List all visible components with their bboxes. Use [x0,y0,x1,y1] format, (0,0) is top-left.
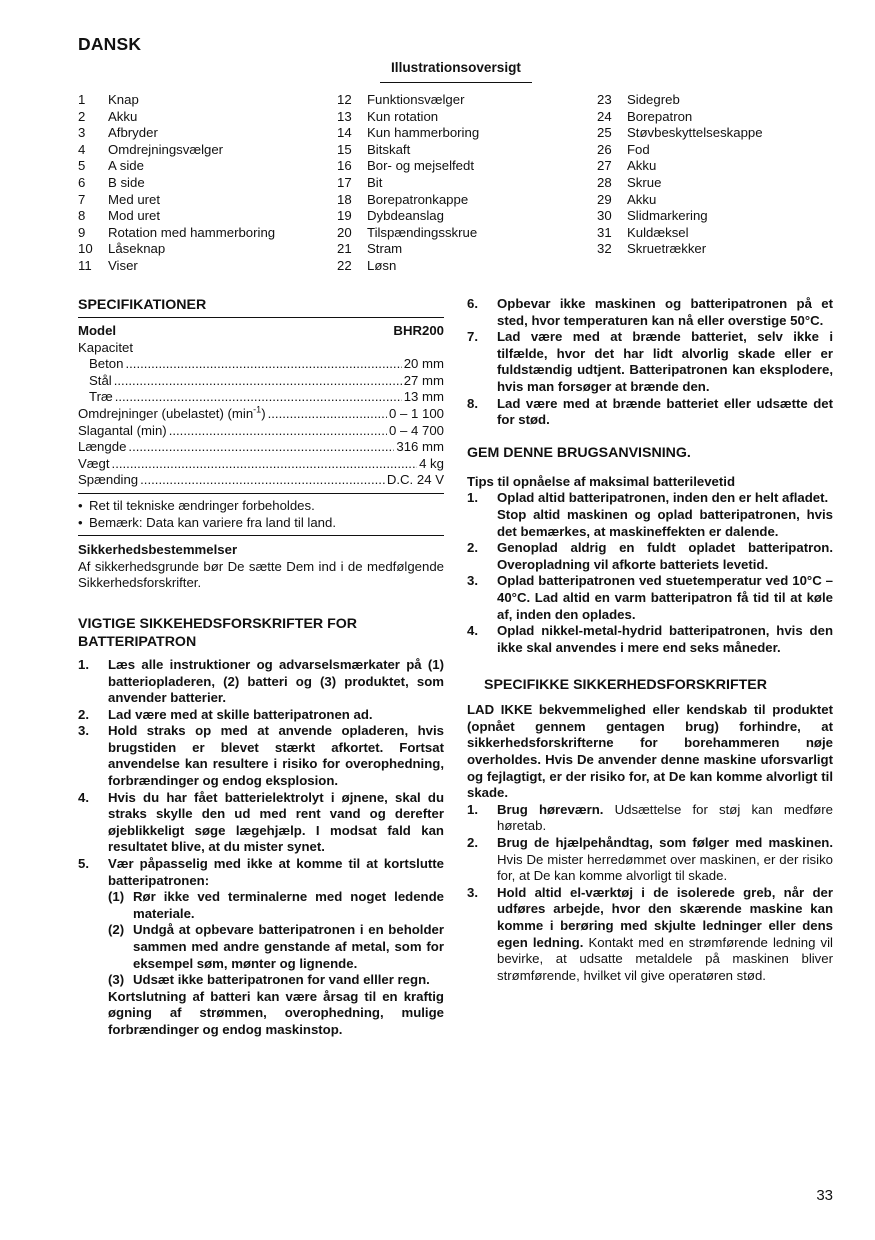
item-text-normal: Hvis De mister herredømmet over maskinen, er der risiko for, at De kan komme alvorligt til skade. [497,851,833,884]
part-label: Kuldæksel [627,224,689,240]
sub-item-text: Udsæt ikke batteripatronen for vand elller regn. [133,972,430,988]
part-label: Akku [108,108,138,124]
part-label: Akku [627,158,657,174]
divider [78,535,444,536]
part-item [337,125,577,142]
part-number: 29 [597,191,612,207]
specific-safety-intro: LAD IKKE bekvemmelighed eller kendskab til produktet (opnået gennem gentagen brug) forhindre, at sikkerhedsforskrifterne for borehammeren nøje overholdes. Hvis De anvender denne maskine uforsvarligt og fejlagtigt, er der risiko for, at De kan komme alvorligt til skade. [467,702,833,801]
spec-value: 4 kg [419,455,444,471]
part-item [78,92,318,109]
part-item [78,225,318,242]
spec-value: 316 mm [396,439,444,455]
spec-label-text: Vægt [78,455,110,471]
sub-item [108,889,444,922]
dot-leader [128,439,394,456]
part-number: 32 [597,241,612,257]
page-number: 33 [816,1187,833,1204]
tip-item [467,573,833,623]
dot-leader [125,356,401,373]
short-circuit-warning: Kortslutning af batteri kan være årsag til en kraftig øgning af strømmen, overophedning, mulige forbrændinger og endog maskinstop. [108,988,444,1037]
part-label: Skrue [627,174,662,190]
specifications-heading: SPECIFIKATIONER [78,297,207,313]
spec-value: 13 mm [403,389,444,405]
part-number: 24 [597,108,612,124]
save-instructions-heading: GEM DENNE BRUGSANVISNING. [467,444,691,461]
parts-list-column-2 [337,92,577,275]
dot-leader [115,389,402,406]
numbered-item [467,396,833,429]
tip-text: Genoplad aldrig en fuldt opladet batteripatron. Overopladning vil afkorte batteriets levetid. [497,540,833,572]
spec-row [78,439,444,456]
part-label: Stram [367,241,403,257]
item-text: Opbevar ikke maskinen og batteripatronen på et sted, hvor temperaturen kan nå eller overstige 50°C. [497,296,833,328]
part-number: 2 [78,108,86,124]
part-number: 16 [337,158,352,174]
part-item [597,92,837,109]
specific-safety-heading: SPECIFIKKE SIKKERHEDSFORSKRIFTER [484,677,767,694]
spec-row [78,456,444,473]
item-text: Vær påpasselig med ikke at komme til at kortslutte batteripatronen: [108,856,444,888]
item-number: 1. [78,656,89,672]
part-item [78,109,318,126]
part-label: Viser [108,257,138,273]
part-number: 30 [597,208,612,224]
part-number: 4 [78,141,86,157]
divider [78,317,444,318]
item-number: 4. [467,623,478,639]
note-item [78,498,444,515]
illustration-overview-title: Illustrationsoversigt [391,60,521,75]
part-label: Fod [627,141,650,157]
item-text: Lad være med at skille batteripatronen ad. [108,706,373,722]
part-label: Skruetrækker [627,241,707,257]
spec-label [78,439,126,456]
part-item [78,258,318,275]
left-column [78,296,444,1039]
tip-item [467,490,833,540]
item-text-bold: Brug høreværn. [497,801,604,817]
part-label: Borepatronkappe [367,191,469,207]
sub-item-number: (3) [108,972,125,988]
item-number: 2. [467,835,478,851]
part-label: Slidmarkering [627,208,708,224]
parts-list-column-1 [78,92,318,275]
capacity-label: Kapacitet [78,339,133,355]
spec-value: D.C. 24 V [386,472,444,488]
item-number: 3. [467,573,478,589]
model-value: BHR200 [393,323,444,338]
part-item [597,175,837,192]
part-number: 31 [597,224,612,240]
part-number: 6 [78,174,86,190]
numbered-item [78,723,444,789]
part-number: 8 [78,208,86,224]
spec-label [78,472,138,489]
item-text: Hvis du har fået batterielektrolyt i øjnene, skal du straks skylle den ud med rent vand og derefter øjeblikkeligt søge lægehjælp. I modsat fald kan resultatet blive, at du mister synet. [108,789,444,855]
part-item [337,258,577,275]
spec-value: 27 mm [403,372,444,388]
sub-item-text: Undgå at opbevare batteripatronen i en beholder sammen med andre genstande af metal, som for eksempel søm, mønter og lignende. [133,922,444,971]
spec-label-text: Omdrejninger (ubelastet) (min [78,405,254,421]
part-number: 23 [597,92,612,107]
spec-label-end: ) [261,405,266,421]
part-number: 25 [597,125,612,141]
battery-safety-heading: VIGTIGE SIKKEHEDSFORSKRIFTER FOR BATTERIPATRON [78,615,358,650]
part-label: Kun hammerboring [367,125,480,141]
item-number: 3. [78,723,89,739]
battery-safety-list-continued [467,296,833,429]
tips-heading: Tips til opnåelse af maksimal batterilevetid [467,473,735,489]
sub-item-number: (1) [108,889,125,905]
item-text-bold: Brug de hjælpehåndtag, som følger med maskinen. [497,835,833,851]
item-number: 3. [467,884,478,900]
spec-list [78,406,444,489]
item-number: 7. [467,329,478,345]
part-number: 15 [337,141,352,157]
part-item [337,208,577,225]
part-number: 14 [337,125,352,141]
tip-text-block [497,623,833,656]
part-item [597,109,837,126]
part-label: Kun rotation [367,108,439,124]
numbered-item [467,329,833,395]
tip-text-continued: Stop altid maskinen og oplad batteripatronen, hvis det bemærkes, at maskineffekten er dalende. [497,506,833,539]
capacity-row [89,373,444,390]
part-label: Bor- og mejselfedt [367,158,475,174]
part-number: 28 [597,174,612,190]
part-item [597,125,837,142]
item-text-block [497,835,833,885]
item-text-normal: Kontakt med en strømførende ledning vil bevirke, at udsatte metaldele på maskinen bliver strømførende, hvilket vil give operatøren stød. [497,934,833,983]
part-item [597,241,837,258]
sub-item [108,972,444,989]
part-label: Knap [108,92,139,107]
part-label: B side [108,174,145,190]
part-label: Løsn [367,257,397,273]
model-label: Model [78,323,117,338]
part-number: 13 [337,108,352,124]
language-heading: DANSK [78,34,142,54]
part-item [337,192,577,209]
spec-label-superscript: -1 [253,404,262,415]
safety-rules-title: Sikkerhedsbestemmelser [78,542,238,558]
spec-label-text: Længde [78,439,127,455]
part-number: 10 [78,241,93,257]
part-label: Bit [367,174,383,190]
spec-row [78,423,444,440]
capacity-row [89,389,444,406]
battery-safety-list [78,657,444,889]
item-text: Læs alle instruktioner og advarselsmærkater på (1) batteriopladeren, (2) batteri og (3) produktet, som anvender batterier. [108,656,444,706]
item-number: 2. [78,706,89,722]
spec-label-text: Spænding [78,472,139,488]
part-number: 11 [78,257,92,273]
item-text-block [497,802,833,835]
battery-short-circuit-sublist [78,889,444,989]
part-item [597,142,837,159]
item-text: Lad være med at brænde batteriet eller udsætte det for stød. [497,395,833,428]
item-number: 4. [78,789,89,805]
spec-label: Stål [89,372,112,388]
part-item [337,241,577,258]
part-item [78,208,318,225]
part-label: Funktionsvælger [367,92,465,107]
part-number: 21 [337,241,352,257]
part-item [78,192,318,209]
divider [78,493,444,494]
title-underline [380,82,532,83]
part-number: 17 [337,174,352,190]
spec-label [78,406,266,423]
dot-leader [114,373,402,390]
part-item [337,109,577,126]
part-label: Sidegreb [627,92,680,107]
part-item [597,158,837,175]
spec-row [78,472,444,489]
dot-leader [112,456,418,473]
tip-item [467,623,833,656]
spec-label: Beton [89,356,124,372]
spec-label: Træ [89,389,113,405]
spec-notes [78,498,444,531]
part-item [78,158,318,175]
numbered-item [467,296,833,329]
item-text: Lad være med at brænde batteriet, selv ikke i tilfælde, hvor det har lidt alvorlig skade eller er fuldstændig udtjent. Batteripatronen kan eksplodere, hvis man forsøger at brænde den. [497,329,833,394]
spec-label [78,423,167,440]
sub-item-text: Rør ikke ved terminalerne med noget ledende materiale. [133,889,444,921]
part-number: 7 [78,191,86,207]
spec-label-text: Slagantal (min) [78,422,167,438]
part-item [337,158,577,175]
tip-text-block [497,490,833,540]
item-text-normal: Udsættelse for støj kan medføre høretab. [497,801,834,834]
numbered-item [78,856,444,889]
note-text: Bemærk: Data kan variere fra land til land. [89,514,337,530]
specific-safety-item [467,802,833,835]
dot-leader [268,406,387,423]
spec-row [78,406,444,423]
part-label: Akku [627,191,657,207]
part-label: Borepatron [627,108,693,124]
part-label: Tilspændingsskrue [367,224,478,240]
part-item [597,208,837,225]
item-text-block [497,885,833,985]
bullet-icon: • [78,514,83,530]
item-number: 1. [467,801,478,817]
right-column [467,296,833,984]
part-number: 3 [78,125,86,141]
bullet-icon: • [78,497,83,513]
part-number: 5 [78,158,86,174]
part-item [337,92,577,109]
dot-leader [169,423,387,440]
part-number: 19 [337,208,352,224]
parts-list-column-3 [597,92,837,258]
part-label: Afbryder [108,125,158,141]
tip-text-block [497,573,833,623]
part-label: Med uret [108,191,161,207]
dot-leader [140,472,385,489]
part-item [337,225,577,242]
capacity-row [89,356,444,373]
part-label: A side [108,158,144,174]
safety-rules-text: Af sikkerhedsgrunde bør De sætte Dem ind i de medfølgende Sikkerhedsforskrifter. [78,558,444,591]
part-number: 22 [337,257,352,273]
spec-label [78,456,110,473]
spec-value: 20 mm [403,356,444,372]
sub-item [108,922,444,972]
specific-safety-item [467,885,833,985]
tip-text: Oplad nikkel-metal-hydrid batteripatronen, hvis den ikke skal anvendes i mere end seks måneder. [497,623,833,655]
numbered-item [78,657,444,707]
part-number: 20 [337,224,352,240]
part-label: Låseknap [108,241,166,257]
tips-list [467,490,833,656]
item-number: 8. [467,395,478,411]
item-number: 5. [78,856,89,872]
part-item [78,125,318,142]
part-item [337,142,577,159]
spec-value: 0 – 4 700 [389,422,444,438]
part-number: 12 [337,92,352,107]
part-label: Omdrejningsvælger [108,141,224,157]
capacity-list [78,356,444,406]
part-number: 27 [597,158,612,174]
tip-text-block [497,540,833,573]
part-number: 18 [337,191,352,207]
part-number: 26 [597,141,612,157]
spec-value: 0 – 1 100 [389,405,444,421]
part-item [597,225,837,242]
item-number: 6. [467,296,478,311]
part-label: Dybdeanslag [367,208,444,224]
numbered-item [78,707,444,724]
item-text-bold: Hold altid el-værktøj i de isolerede greb, når der udføres arbejde, hvor den skærende maskine kan komme i berøring med skjulte ledninger eller dens egen ledning. [497,884,833,950]
part-item [78,241,318,258]
part-number: 1 [78,92,86,107]
part-item [78,142,318,159]
note-item [78,515,444,532]
part-number: 9 [78,224,86,240]
item-number: 1. [467,490,478,506]
part-label: Mod uret [108,208,161,224]
part-item [78,175,318,192]
sub-item-number: (2) [108,922,125,938]
part-item [597,192,837,209]
note-text: Ret til tekniske ændringer forbeholdes. [89,497,315,513]
specific-safety-list [467,802,833,985]
tip-text: Oplad altid batteripatronen, inden den er helt afladet. [497,490,829,506]
part-label: Rotation med hammerboring [108,224,276,240]
item-number: 2. [467,540,478,556]
tip-item [467,540,833,573]
tip-text: Oplad batteripatronen ved stuetemperatur ved 10°C – 40°C. Lad altid en varm batteripatron få tid til at køle af, inden den oplades. [497,573,833,622]
model-row [78,323,444,340]
part-label: Støvbeskyttelseskappe [627,125,763,141]
item-text: Hold straks op med at anvende opladeren, hvis brugstiden er blevet stærkt afkortet. Fortsat anvendelse kan resultere i risiko for overophedning, forbrændinger og endog eksplosion. [108,723,444,789]
numbered-item [78,790,444,856]
part-item [337,175,577,192]
part-label: Bitskaft [367,141,411,157]
specific-safety-item [467,835,833,885]
